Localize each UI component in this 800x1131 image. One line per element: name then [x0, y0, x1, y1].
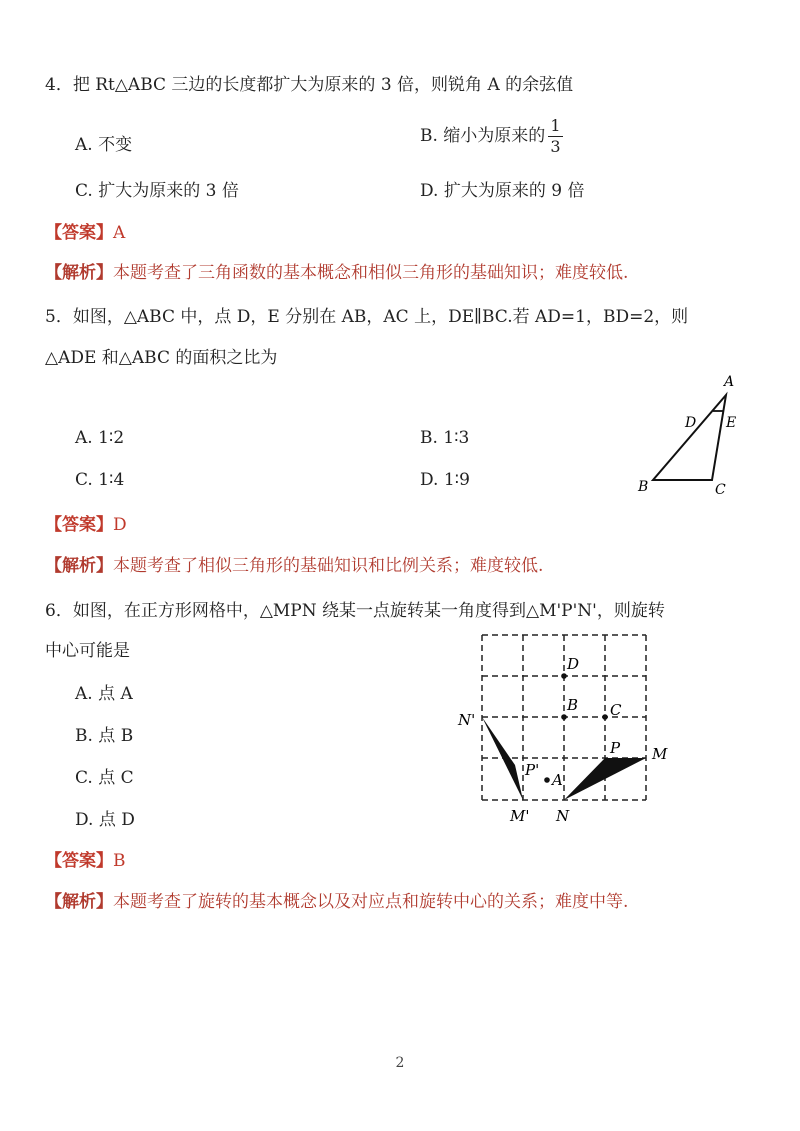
point-a [544, 777, 550, 783]
page-number: 2 [395, 1055, 405, 1071]
q5-answer-value: D [113, 515, 127, 535]
label-n: N [556, 807, 570, 825]
q4-analysis-text: 本题考查了三角函数的基本概念和相似三角形的基础知识；难度较低. [113, 263, 629, 283]
label-c: C [715, 482, 726, 498]
q4-answer-label: 【答案】 [45, 223, 113, 243]
q4-option-b [420, 118, 563, 155]
q4-analysis [45, 258, 628, 283]
q4-fraction-numerator: 1 [550, 116, 561, 135]
label-b: B [638, 479, 649, 495]
label-p: P [610, 739, 621, 757]
q5-analysis-text: 本题考查了相似三角形的基础知识和比例关系；难度较低. [113, 556, 544, 576]
q4-option-b-text: B. 缩小为原来的 [420, 126, 546, 146]
label-p-prime: P' [525, 761, 540, 779]
q5-option-b: B. 1∶3 [420, 428, 470, 448]
q6-analysis-text: 本题考查了旋转的基本概念以及对应点和旋转中心的关系；难度中等. [113, 892, 629, 912]
point-b [561, 714, 567, 720]
triangle-abc [653, 395, 726, 480]
q6-stem-line2: 中心可能是 [45, 641, 130, 661]
label-c: C [610, 701, 622, 719]
q6-answer-value: B [113, 851, 126, 871]
q6-option-a: A. 点 A [75, 684, 133, 704]
q5-analysis-label: 【解析】 [45, 556, 113, 576]
label-m: M [652, 745, 668, 763]
q5-triangle-figure [630, 370, 750, 500]
q6-stem-line1: 6．如图，在正方形网格中，△MPN 绕某一点旋转某一角度得到△M'P'N'，则旋转 [45, 601, 665, 621]
label-b: B [567, 696, 579, 714]
q6-answer [45, 846, 126, 871]
q6-option-d: D. 点 D [75, 810, 135, 830]
point-c [602, 714, 608, 720]
q4-answer [45, 218, 125, 243]
q5-stem-line2: △ADE 和△ABC 的面积之比为 [45, 348, 278, 368]
q6-grid-figure [450, 625, 700, 830]
q4-option-d: D. 扩大为原来的 9 倍 [420, 181, 585, 201]
label-m-prime: M' [510, 807, 530, 825]
q4-fraction-denominator: 3 [550, 137, 561, 156]
q4-option-c: C. 扩大为原来的 3 倍 [75, 181, 239, 201]
label-d: D [685, 415, 697, 431]
q5-option-c: C. 1∶4 [75, 470, 125, 490]
q5-answer [45, 510, 127, 535]
q6-answer-label: 【答案】 [45, 851, 113, 871]
q5-option-d: D. 1∶9 [420, 470, 470, 490]
q6-analysis-label: 【解析】 [45, 892, 113, 912]
q4-analysis-label: 【解析】 [45, 263, 113, 283]
q5-answer-label: 【答案】 [45, 515, 113, 535]
q4-answer-value: A [113, 223, 126, 243]
q6-option-c: C. 点 C [75, 768, 134, 788]
q6-analysis [45, 887, 628, 912]
triangle-mpn [564, 758, 646, 800]
point-d [561, 673, 567, 679]
label-a: A [552, 771, 563, 789]
label-a: A [724, 374, 735, 390]
q5-analysis [45, 551, 543, 576]
label-n-prime: N' [458, 711, 476, 729]
label-d: D [567, 655, 580, 673]
q6-option-b: B. 点 B [75, 726, 134, 746]
q4-option-a: A. 不变 [75, 135, 133, 155]
q4-option-b-fraction [548, 118, 562, 155]
q4-stem: 4．把 Rt△ABC 三边的长度都扩大为原来的 3 倍，则锐角 A 的余弦值 [45, 75, 574, 95]
q5-stem-line1: 5．如图，△ABC 中，点 D，E 分别在 AB，AC 上，DE∥BC.若 AD=1，BD=2，则 [45, 307, 689, 327]
label-e: E [726, 415, 737, 431]
q5-option-a: A. 1∶2 [75, 428, 125, 448]
